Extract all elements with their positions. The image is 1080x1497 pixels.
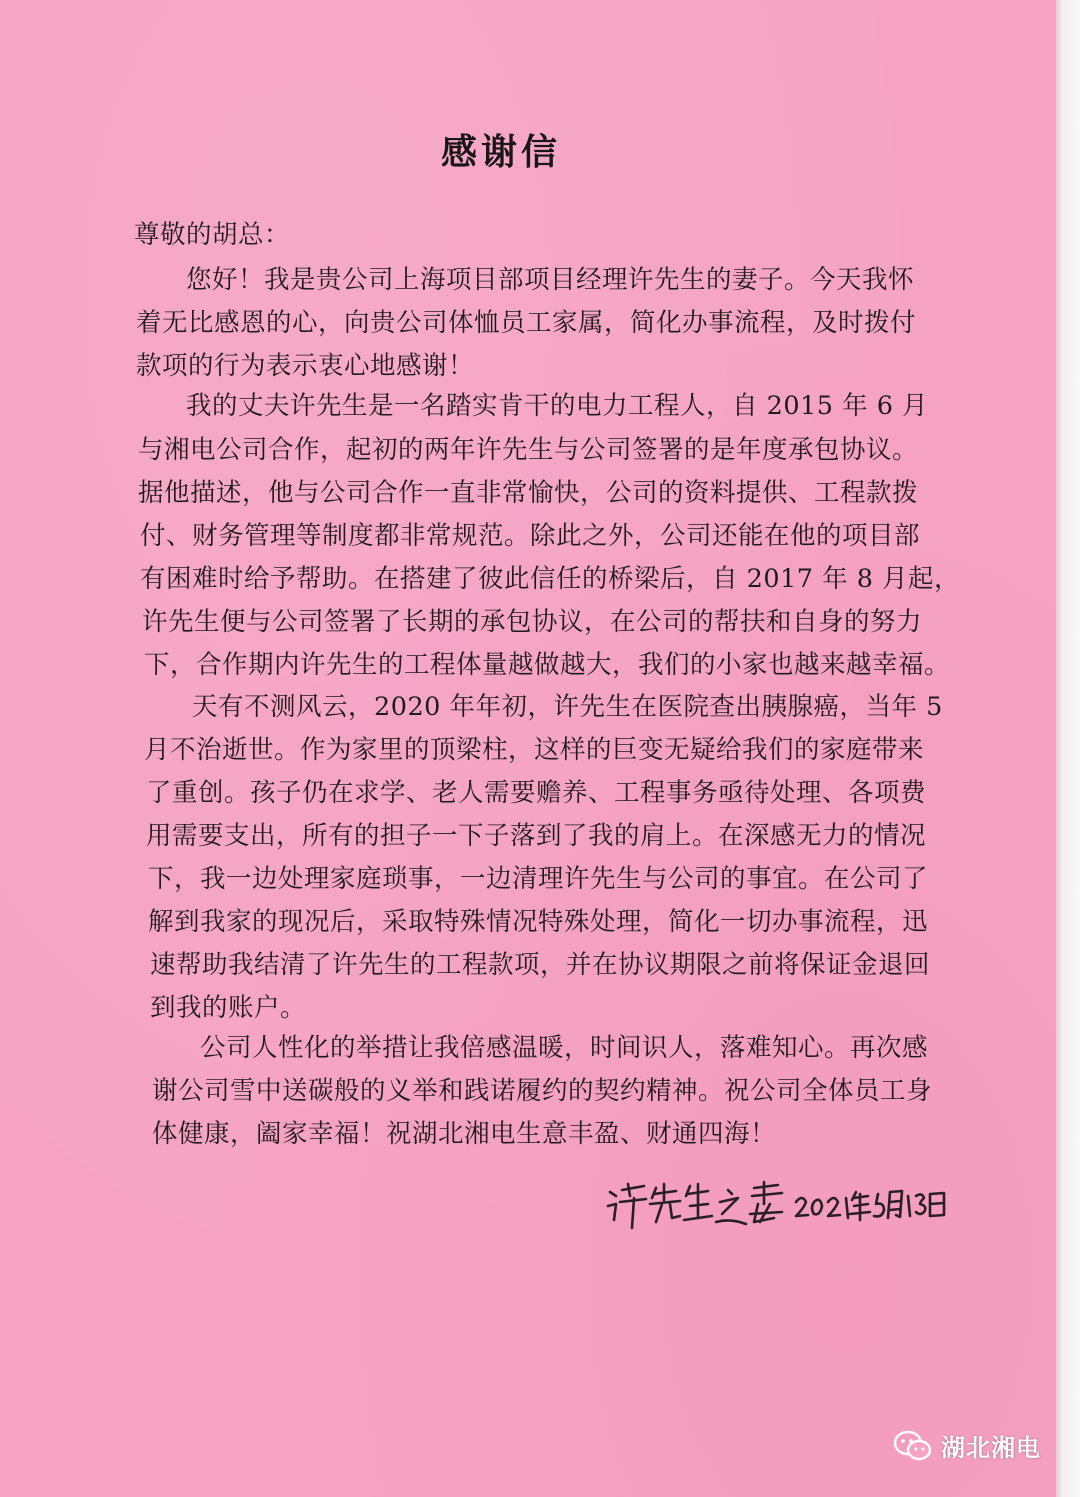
letter-line: 着无比感恩的心，向贵公司体恤员工家属，简化办事流程，及时拨付 bbox=[136, 308, 917, 338]
handwritten-signature bbox=[604, 1162, 954, 1232]
letter-line: 有困难时给予帮助。在搭建了彼此信任的桥梁后，自 2017 年 8 月起， bbox=[140, 564, 961, 594]
letter-line: 公司人性化的举措让我倍感温暖，时间识人，落难知心。再次感 bbox=[200, 1033, 929, 1063]
paper-edge bbox=[1056, 0, 1080, 1497]
letter-line: 您好！我是贵公司上海项目部项目经理许先生的妻子。今天我怀 bbox=[186, 265, 915, 295]
letter-line: 体健康，阖家幸福！祝湖北湘电生意丰盈、财通四海！ bbox=[152, 1119, 777, 1149]
letter-line: 许先生便与公司签署了长期的承包协议，在公司的帮扶和自身的努力 bbox=[142, 607, 923, 637]
letter-line: 我的丈夫许先生是一名踏实肯干的电力工程人，自 2015 年 6 月 bbox=[186, 391, 929, 421]
letter-line: 谢公司雪中送碳般的义举和践诺履约的契约精神。祝公司全体员工身 bbox=[152, 1076, 933, 1106]
letter-line: 款项的行为表示衷心地感谢！ bbox=[136, 351, 475, 381]
wechat-watermark bbox=[893, 1428, 1041, 1463]
letter-line: 据他描述，他与公司合作一直非常愉快，公司的资料提供、工程款拨 bbox=[138, 478, 919, 508]
letter-line: 下，合作期内许先生的工程体量越做越大，我们的小家也越来越幸福。 bbox=[144, 650, 951, 680]
watermark-label: 湖北湘电 bbox=[941, 1434, 1041, 1462]
letter-line: 付、财务管理等制度都非常规范。除此之外，公司还能在他的项目部 bbox=[140, 521, 921, 551]
letter-line: 天有不测风云，2020 年年初，许先生在医院查出胰腺癌，当年 5 bbox=[192, 692, 943, 722]
letter-line: 解到我家的现况后，采取特殊情况特殊处理，简化一切办事流程，迅 bbox=[148, 907, 929, 937]
letter-title: 感谢信 bbox=[441, 132, 562, 173]
wechat-icon bbox=[893, 1429, 933, 1463]
letter-line: 到我的账户。 bbox=[150, 993, 307, 1023]
letter-line: 用需要支出，所有的担子一下子落到了我的肩上。在深感无力的情况 bbox=[146, 821, 927, 851]
salutation: 尊敬的胡总： bbox=[134, 220, 291, 250]
letter-line: 月不治逝世。作为家里的顶梁柱，这样的巨变无疑给我们的家庭带来 bbox=[144, 735, 925, 765]
letter-line: 了重创。孩子仍在求学、老人需要赡养、工程事务亟待处理、各项费 bbox=[146, 778, 927, 808]
letter-line: 下，我一边处理家庭琐事，一边清理许先生与公司的事宜。在公司了 bbox=[148, 864, 929, 894]
letter-line: 与湘电公司合作，起初的两年许先生与公司签署的是年度承包协议。 bbox=[138, 435, 919, 465]
letter-line: 速帮助我结清了许先生的工程款项，并在协议期限之前将保证金退回 bbox=[150, 950, 931, 980]
